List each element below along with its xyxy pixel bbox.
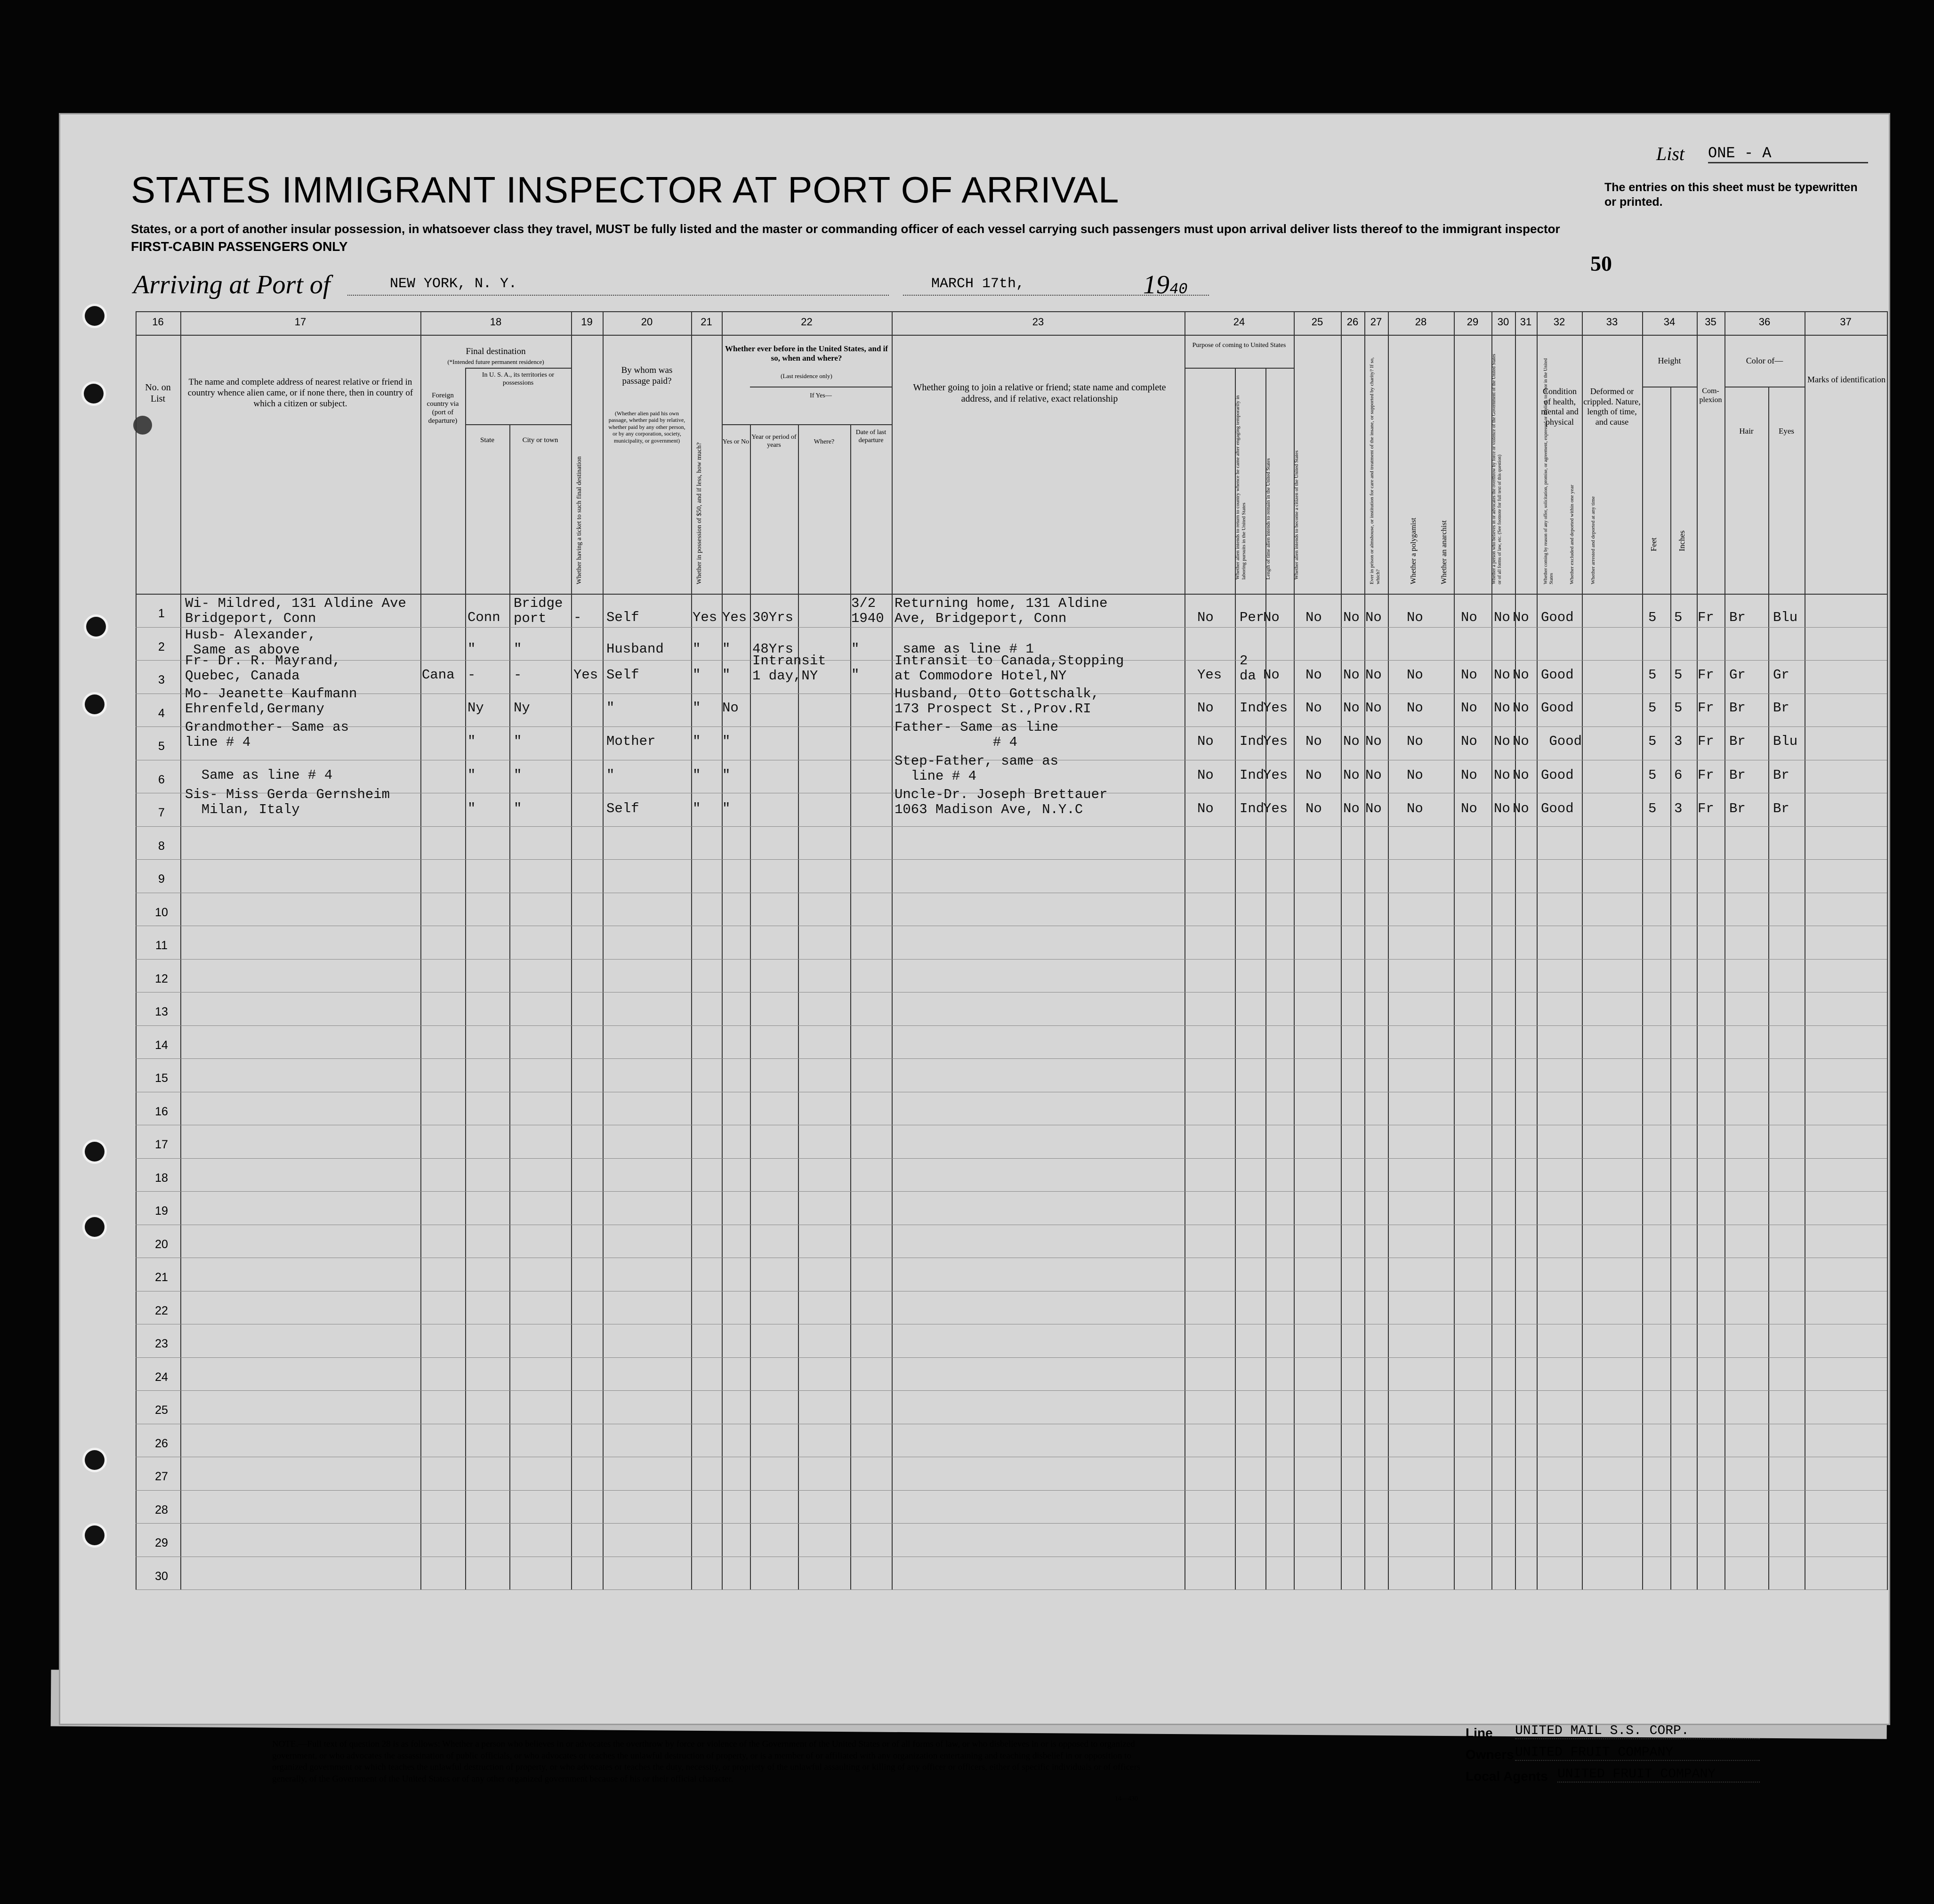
cell-before: ": [722, 734, 731, 749]
row-rule: [136, 1058, 1887, 1059]
cell-c31: No: [1513, 767, 1529, 783]
first-cabin-label: FIRST-CABIN PASSENGERS ONLY: [131, 239, 348, 254]
cell-c26: No: [1343, 801, 1360, 816]
cell-c29: No: [1461, 801, 1477, 816]
row-number: 20: [155, 1237, 168, 1251]
row-number: 10: [155, 905, 168, 919]
cell-feet: 5: [1648, 610, 1657, 625]
footnote-question-28: NOTE.—Full text of question 28 is as follows: Whether a person who believes in or advocates the overthrow by force or violence of the Government of the United States or of all forms of law, or who disbelieves in or is opposed to organized government, or who advocates the assassination of public officials, or who advocates or teaches the unlawful destruction of property, or is a member of or affiliated with any organization entertaining and teaching disbelief in or opposition to organized government or which teaches the unlawful destruction of property, or who advocates or teaches the duty, necessity, or propriety of the unlawful assaulting or killing of any officer or officers, either of specific individuals or of officers generally, of the Government of the United States or of any other organized government because of his or their official character.: [272, 1739, 1141, 1784]
binder-hole: [85, 306, 105, 326]
cell-c28: No: [1407, 767, 1423, 783]
table-top-rule: [136, 311, 1887, 312]
row-number: 6: [158, 773, 165, 786]
cell-state: ": [467, 734, 476, 749]
row-number: 24: [155, 1370, 168, 1384]
row-number: 26: [155, 1436, 168, 1450]
header-arrested: Whether arrested and deported at any time: [1590, 496, 1596, 584]
cell-health: Good: [1541, 801, 1574, 816]
cell-join: Returning home, 131 Aldine Ave, Bridgeport, Conn: [894, 596, 1108, 626]
cell-city: ": [514, 641, 522, 657]
owners-label: Owners: [1466, 1747, 1514, 1762]
list-label: List: [1656, 143, 1685, 164]
cell-complexion: Fr: [1698, 667, 1714, 683]
port-field: NEW YORK, N. Y.: [347, 276, 889, 296]
cell-complexion: Fr: [1698, 610, 1714, 625]
cell-c30: No: [1494, 734, 1510, 749]
cell-relative: Grandmother- Same as line # 4: [185, 719, 349, 750]
cell-money: Yes: [693, 610, 717, 625]
rule-text: States, or a port of another insular possession, in whatsoever class they travel, MUST be fully listed and the master or commanding officer of each vessel carrying such passengers must upon arrival deliver lists thereof to the immigrant inspector: [131, 222, 1560, 236]
row-number: 5: [158, 740, 165, 753]
cell-c27: No: [1365, 734, 1382, 749]
row-rule: [136, 1490, 1887, 1491]
cell-c28: No: [1407, 667, 1423, 683]
cell-feet: 5: [1648, 700, 1657, 716]
cell-c25: No: [1305, 734, 1322, 749]
cell-p-b: Ind: [1240, 767, 1265, 783]
cell-c25: No: [1305, 610, 1322, 625]
cell-hair: Gr: [1729, 667, 1746, 683]
cell-c30: No: [1494, 700, 1510, 716]
row-rule: [136, 627, 1887, 628]
header-passage-paid: By whom was passage paid?: [621, 365, 673, 386]
cell-c30: No: [1494, 801, 1510, 816]
cell-p-b: Ind: [1240, 801, 1265, 816]
cell-hair: Br: [1729, 801, 1746, 816]
cell-state: ": [467, 641, 476, 657]
cell-money: ": [693, 700, 701, 716]
cell-c25: No: [1305, 700, 1322, 716]
row-number: 8: [158, 839, 165, 853]
cell-p-b: 2 da: [1240, 653, 1256, 684]
cell-eyes: Br: [1773, 801, 1789, 816]
cell-hair: Br: [1729, 610, 1746, 625]
row-rule: [136, 1191, 1887, 1192]
cell-before: ": [722, 767, 731, 783]
binder-hole: [85, 1450, 105, 1470]
cell-money: ": [693, 767, 701, 783]
cell-feet: 5: [1648, 667, 1657, 683]
cell-paid: Self: [606, 610, 639, 625]
line-label: Line: [1466, 1726, 1493, 1740]
colnum-rule: [136, 335, 1887, 336]
cell-c29: No: [1461, 700, 1477, 716]
row-rule: [136, 1523, 1887, 1524]
row-number: 15: [155, 1072, 168, 1085]
header-prison: Ever in prison or almshouse, or institution for care and treatment of the insane, or supported by charity? If so, which?: [1369, 357, 1381, 584]
owners-value: UNITED FRUIT COMPANY: [1515, 1745, 1760, 1761]
cell-years: 30Yrs: [752, 610, 794, 625]
cell-money: ": [693, 734, 701, 749]
cell-c28: No: [1407, 700, 1423, 716]
cell-p-c: Yes: [1263, 767, 1288, 783]
cell-city: Ny: [514, 700, 530, 716]
cell-inches: 5: [1674, 700, 1683, 716]
cell-c30: No: [1494, 667, 1510, 683]
header-deformed: Deformed or crippled. Nature, length of time, and cause: [1583, 387, 1641, 427]
row-number: 25: [155, 1404, 168, 1417]
cell-state: ": [467, 767, 476, 783]
row-number: 22: [155, 1304, 168, 1317]
header-complexion: Com-plexion: [1699, 387, 1722, 404]
cell-paid: Self: [606, 801, 639, 816]
cell-health: Good: [1541, 667, 1574, 683]
cell-eyes: Gr: [1773, 667, 1789, 683]
cell-complexion: Fr: [1698, 767, 1714, 783]
cell-hair: Br: [1729, 767, 1746, 783]
cell-c26: No: [1343, 700, 1360, 716]
header-color-of: Color of—: [1746, 356, 1783, 365]
row-rule: [136, 826, 1887, 827]
cell-c31: No: [1513, 610, 1529, 625]
header-relative: The name and complete address of nearest relative or friend in country whence alien came, or if none there, then in country of which a citizen or subject.: [187, 377, 413, 409]
cell-c31: No: [1513, 734, 1529, 749]
header-bottom-rule: [136, 594, 1887, 595]
cell-feet: 5: [1648, 801, 1657, 816]
cell-c28: No: [1407, 734, 1423, 749]
cell-health: Good: [1541, 767, 1574, 783]
cell-join: Intransit to Canada,Stopping at Commodore Hotel,NY: [894, 653, 1124, 684]
row-number: 21: [155, 1271, 168, 1284]
year-field: 1940: [1143, 270, 1188, 299]
cell-city: ": [514, 801, 522, 816]
binder-hole: [84, 384, 104, 403]
cell-p-a: No: [1197, 801, 1214, 816]
cell-p-a: No: [1197, 734, 1214, 749]
row-number: 29: [155, 1536, 168, 1549]
cell-c26: No: [1343, 734, 1360, 749]
cell-money: ": [693, 801, 701, 816]
cell-c27: No: [1365, 667, 1382, 683]
cell-c29: No: [1461, 610, 1477, 625]
cell-p-c: No: [1263, 667, 1280, 683]
cell-join: same as line # 1: [894, 641, 1034, 657]
row-number: 16: [155, 1105, 168, 1118]
cell-join: Father- Same as line # 4: [894, 719, 1059, 750]
cell-join: Step-Father, same as line # 4: [894, 753, 1059, 784]
cell-state: -: [467, 667, 476, 683]
line-value: UNITED MAIL S.S. CORP.: [1515, 1724, 1760, 1739]
cell-p-a: No: [1197, 610, 1214, 625]
agents-label: Local Agents: [1466, 1769, 1548, 1783]
cell-state: Conn: [467, 610, 500, 625]
cell-p-a: Yes: [1197, 667, 1222, 683]
cell-before: ": [722, 641, 731, 657]
header-contract-labor: Whether coming by reason of any offer, solicitation, promise, or agreement, expressed or implied, to labor in the United States: [1543, 358, 1554, 584]
cell-c26: No: [1343, 667, 1360, 683]
cell-c26: No: [1343, 767, 1360, 783]
cell-c29: No: [1461, 667, 1477, 683]
row-number: 13: [155, 1005, 168, 1018]
cell-departure: 3/2 1940: [851, 596, 884, 626]
row-rule: [136, 1589, 1887, 1590]
cell-health: Good: [1541, 610, 1574, 625]
row-number: 11: [155, 939, 168, 952]
cell-inches: 3: [1674, 734, 1683, 749]
cell-relative: Same as line # 4: [185, 767, 333, 783]
cell-c27: No: [1365, 767, 1382, 783]
row-rule: [136, 1158, 1887, 1159]
header-polygamist: Whether a polygamist: [1410, 517, 1418, 584]
list-value: ONE - A: [1708, 145, 1868, 163]
row-number: 19: [155, 1204, 168, 1218]
cell-c28: No: [1407, 801, 1423, 816]
cell-complexion: Fr: [1698, 734, 1714, 749]
cell-eyes: Blu: [1773, 610, 1798, 625]
cell-ticket: Yes: [573, 667, 598, 683]
cell-c26: No: [1343, 610, 1360, 625]
cell-paid: ": [606, 700, 615, 716]
cell-ticket: -: [573, 610, 582, 625]
cell-p-c: Yes: [1263, 801, 1288, 816]
cell-feet: 5: [1648, 734, 1657, 749]
cell-eyes: Br: [1773, 767, 1789, 783]
cell-c27: No: [1365, 610, 1382, 625]
row-number: 7: [158, 806, 165, 819]
cell-state: ": [467, 801, 476, 816]
header-no-on-list: No. on List: [145, 382, 171, 404]
header-q28: Whether a person who believes in or advocates the overthrow by force or violence of the Government of the United States or of all forms of law, etc. (See footnote for full text of this question): [1491, 354, 1502, 584]
header-join-relative: Whether going to join a relative or friend; state name and complete address, and if relative, exact relationship: [913, 382, 1166, 404]
row-number: 28: [155, 1503, 168, 1517]
binder-hole: [85, 1142, 105, 1162]
cell-health: Good: [1541, 700, 1574, 716]
row-rule: [136, 1390, 1887, 1391]
entries-note: The entries on this sheet must be typewritten or printed.: [1604, 181, 1858, 209]
cell-years: 48Yrs: [752, 641, 794, 657]
cell-p-c: No: [1263, 610, 1280, 625]
cell-c25: No: [1305, 767, 1322, 783]
binder-hole: [85, 1525, 105, 1545]
header-health: Condition of health, mental and physical: [1541, 387, 1579, 427]
cell-p-b: Per: [1240, 610, 1265, 625]
cell-money: ": [693, 667, 701, 683]
header-height: Height: [1658, 356, 1681, 365]
row-rule: [136, 1025, 1887, 1026]
cell-join: Uncle-Dr. Joseph Brettauer 1063 Madison Ave, N.Y.C: [894, 787, 1108, 817]
cell-paid: ": [606, 767, 615, 783]
cell-eyes: Br: [1773, 700, 1789, 716]
header-final-destination: Final destination: [466, 347, 526, 356]
cell-c31: No: [1513, 667, 1529, 683]
cell-c30: No: [1494, 767, 1510, 783]
form-number: 14—430: [1115, 1795, 1138, 1802]
row-number: 14: [155, 1038, 168, 1052]
date-field: MARCH 17th,: [903, 276, 1209, 296]
cell-complexion: Fr: [1698, 700, 1714, 716]
agents-value: UNITED FRUIT COMPANY: [1557, 1767, 1760, 1783]
cell-foreign: Cana: [422, 667, 455, 683]
cell-c27: No: [1365, 801, 1382, 816]
cell-relative: Husb- Alexander, Same as above: [185, 627, 316, 658]
cell-c28: No: [1407, 610, 1423, 625]
cell-c29: No: [1461, 767, 1477, 783]
header-purpose: Purpose of coming to United States: [1192, 342, 1286, 349]
cell-before: Yes: [722, 610, 747, 625]
cell-years: Intransit 1 day,NY: [752, 653, 826, 684]
cell-hair: Br: [1729, 734, 1746, 749]
cell-c29: No: [1461, 734, 1477, 749]
row-number: 4: [158, 706, 165, 720]
row-number: 30: [155, 1569, 168, 1583]
row-number: 2: [158, 640, 165, 653]
cell-c25: No: [1305, 667, 1322, 683]
cell-p-a: No: [1197, 700, 1214, 716]
cell-departure: ": [851, 667, 860, 683]
row-rule: [136, 959, 1887, 960]
row-number: 12: [155, 972, 168, 985]
cell-city: ": [514, 734, 522, 749]
header-excluded: Whether excluded and deported within one year: [1569, 484, 1575, 584]
binder-hole: [85, 1217, 105, 1237]
cell-p-b: Ind: [1240, 700, 1265, 716]
cell-c25: No: [1305, 801, 1322, 816]
row-number: 27: [155, 1470, 168, 1483]
cell-inches: 6: [1674, 767, 1683, 783]
cell-relative: Wi- Mildred, 131 Aldine Ave Bridgeport, Conn: [185, 596, 406, 626]
cell-relative: Mo- Jeanette Kaufmann Ehrenfeld,Germany: [185, 686, 357, 717]
cell-p-c: Yes: [1263, 700, 1288, 716]
cell-eyes: Blu: [1773, 734, 1798, 749]
cell-paid: Self: [606, 667, 639, 683]
page-number: 50: [1590, 251, 1612, 275]
manifest-table: 16 17 18 19 20 21 22 23 24 25 26 27 28 29 30 31 32 33 34 35 36 37 No. on List The name and complete address of nearest relative or friend in country whence alien came, or if none there, then in country of which a citizen or subject. Final destination (*Intended future permanent residence) Foreign country via (port of departure) In U. S. A., its territories or possessions State City or town Whether having a ticket to such final destination By whom was passage paid? (Whether alien paid his own passage, whether paid by relative, whether paid by any other person, or by any corporation, society, municipality, or government) Whether in possession of $50, and if less, how much? Whether ever before in the United States, and if so, when and where? (Last residence only) If Yes— Yes or No Year or period of years Where? Date of last departure Whether going to join a relative or friend; state name and complete address, and if relative, exact relationship Purpose of coming to United States Whether alien intends to return to country whence he came after engaging temporarily in laboring pursuits in the United States Length of time alien intends to remain in the United States Whether alien intends to become a citizen of the United States Ever in prison or almshouse, or institution for care and treatment of the insane, or supported by charity? If so, which? Whether a polygamist Whether an anarchist Whether a person who believes in or advocates the overthrow by force or violence of the Government of the United States or of all forms of law, etc. (See footnote for full text of this question) Whether coming by reason of any offer, solicitation, promise, or agreement, expressed or implied, to labor in the United States Whether excluded and deported within one year Whether arrested and deported at any time Condition of health, mental and physical Deformed or crippled. Nature, length of time, and cause Height Feet Inches Com-plexion Color of— Hair Eyes Marks of identification 1 2 3 4 5 6 7 8 9 10 11 12 13 14 15 16 17 18 19 20 21 22 23 24 25 26 27 28 29 30 Wi- Mildred, 131 Aldine Ave Bridgeport, Conn Conn Bridge port - Self Yes Yes 30Yrs 3/2 1940 Returning home, 131 Aldine Ave, Bridgeport, Conn No Per No No No No No No No No Good 5 5 Fr Br Blu Husb- Alexander, Same as above " " Husband " " 48Yrs " same as line # 1 Fr- Dr. R. Mayrand, Quebec, Canada Cana - - Yes Self " " Intransit 1 day,NY " Intransit to Canada,Stopping at Commodore Hotel,NY Yes 2 da No No No No No No No No Good 5 5 Fr Gr Gr Mo- Jeanette Kaufmann Ehrenfeld,Germany Ny Ny " " No Husband, Otto Gottschalk, 173 Prospect St.,Prov.RI No Ind Yes No No No No No No No Good 5 5 Fr Br Br Grandmother- Same as line # 4 " " Mother " " Father- Same as line # 4 No Ind Yes No No No No No No No Good 5 3 Fr Br Blu Same as line # 4 " " " " " Step-Father, same as line # 4 No Ind Yes No No No No No No No Good 5 6 Fr Br Br Sis- Miss Gerda Gernsheim Milan, Italy " " Self " " Uncle-Dr. Joseph Brettauer 1063 Madison Ave, N.Y.C No Ind Yes No No No No No No No Good 5 3 Fr Br Br: [136, 311, 1887, 1590]
cell-p-b: Ind: [1240, 734, 1265, 749]
cell-city: ": [514, 767, 522, 783]
cell-feet: 5: [1648, 767, 1657, 783]
row-number: 9: [158, 872, 165, 886]
binder-hole: [85, 694, 105, 714]
cell-inches: 5: [1674, 610, 1683, 625]
cell-before: ": [722, 667, 731, 683]
cell-paid: Husband: [606, 641, 664, 657]
cell-city: Bridge port: [514, 596, 563, 626]
cell-city: -: [514, 667, 522, 683]
cell-inches: 5: [1674, 667, 1683, 683]
cell-state: Ny: [467, 700, 484, 716]
cell-complexion: Fr: [1698, 801, 1714, 816]
cell-join: Husband, Otto Gottschalk, 173 Prospect St.,Prov.RI: [894, 686, 1100, 717]
arriving-label: Arriving at Port of: [133, 270, 330, 299]
cell-c27: No: [1365, 700, 1382, 716]
row-rule: [136, 1357, 1887, 1358]
binder-hole: [86, 617, 106, 637]
cell-hair: Br: [1729, 700, 1746, 716]
cell-p-a: No: [1197, 767, 1214, 783]
cell-before: ": [722, 801, 731, 816]
cell-relative: Fr- Dr. R. Mayrand, Quebec, Canada: [185, 653, 341, 684]
cell-departure: ": [851, 641, 860, 657]
header-ticket: Whether having a ticket to such final destination: [576, 456, 583, 584]
header-before-in-us: Whether ever before in the United States, and if so, when and where?: [725, 344, 888, 363]
cell-paid: Mother: [606, 734, 656, 749]
cell-c31: No: [1513, 700, 1529, 716]
cell-p-c: Yes: [1263, 734, 1288, 749]
cell-relative: Sis- Miss Gerda Gernsheim Milan, Italy: [185, 787, 390, 817]
cell-c31: No: [1513, 801, 1529, 816]
row-number: 1: [158, 607, 165, 620]
cell-inches: 3: [1674, 801, 1683, 816]
row-number: 3: [158, 673, 165, 686]
header-marks: Marks of identification: [1807, 375, 1886, 384]
row-number: 23: [155, 1337, 168, 1350]
row-rule: [136, 859, 1887, 860]
page-title: STATES IMMIGRANT INSPECTOR AT PORT OF ARRIVAL: [131, 169, 1120, 210]
manifest-sheet: [60, 114, 1889, 1802]
cell-before: No: [722, 700, 739, 716]
header-fifty-dollars: Whether in possession of $50, and if less, how much?: [696, 442, 703, 584]
cell-health: Good: [1541, 734, 1582, 749]
cell-money: ": [693, 641, 701, 657]
row-number: 17: [155, 1138, 168, 1151]
row-number: 18: [155, 1171, 168, 1185]
cell-c30: No: [1494, 610, 1510, 625]
header-anarchist: Whether an anarchist: [1440, 520, 1448, 584]
